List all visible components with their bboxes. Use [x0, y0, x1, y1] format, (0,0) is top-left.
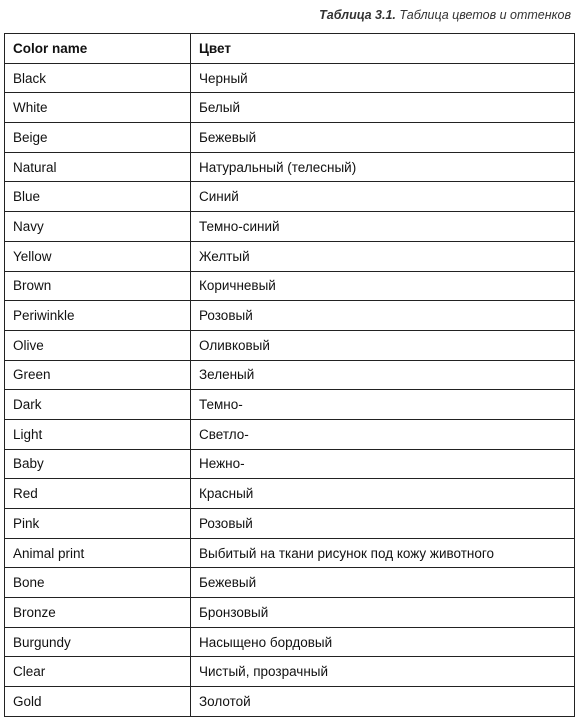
table-row — [5, 390, 575, 420]
cell-color-name: Beige — [5, 123, 191, 153]
table-row — [5, 449, 575, 479]
cell-color-name: Dark — [5, 390, 191, 420]
cell-cvet: Синий — [191, 182, 575, 212]
table-row — [5, 241, 575, 271]
cell-color-name: Navy — [5, 212, 191, 242]
table-row — [5, 657, 575, 687]
cell-color-name: Burgundy — [5, 627, 191, 657]
cell-cvet: Бронзовый — [191, 598, 575, 628]
cell-color-name: Periwinkle — [5, 301, 191, 331]
cell-cvet: Розовый — [191, 509, 575, 539]
cell-color-name: White — [5, 93, 191, 123]
cell-cvet: Натуральный (телесный) — [191, 152, 575, 182]
cell-color-name: Clear — [5, 657, 191, 687]
table-caption-title: Таблица цветов и оттенков — [399, 8, 571, 22]
table-body — [5, 63, 575, 716]
header-row — [5, 34, 575, 64]
cell-cvet: Желтый — [191, 241, 575, 271]
table-row — [5, 182, 575, 212]
header-color-name: Color name — [5, 34, 191, 64]
cell-color-name: Olive — [5, 330, 191, 360]
cell-color-name: Animal print — [5, 538, 191, 568]
cell-color-name: Light — [5, 419, 191, 449]
cell-color-name: Bronze — [5, 598, 191, 628]
cell-cvet: Светло- — [191, 419, 575, 449]
cell-color-name: Blue — [5, 182, 191, 212]
cell-cvet: Насыщено бордовый — [191, 627, 575, 657]
table-row — [5, 271, 575, 301]
cell-cvet: Чистый, прозрачный — [191, 657, 575, 687]
cell-cvet: Бежевый — [191, 568, 575, 598]
cell-cvet: Оливковый — [191, 330, 575, 360]
cell-cvet: Черный — [191, 63, 575, 93]
cell-cvet: Нежно- — [191, 449, 575, 479]
table-row — [5, 419, 575, 449]
cell-color-name: Red — [5, 479, 191, 509]
table-row — [5, 687, 575, 717]
table-row — [5, 63, 575, 93]
cell-color-name: Green — [5, 360, 191, 390]
cell-cvet: Розовый — [191, 301, 575, 331]
cell-cvet: Темно-синий — [191, 212, 575, 242]
table-row — [5, 538, 575, 568]
cell-cvet: Бежевый — [191, 123, 575, 153]
table-row — [5, 568, 575, 598]
table-row — [5, 123, 575, 153]
table-header — [5, 34, 575, 64]
table-row — [5, 301, 575, 331]
table-row — [5, 479, 575, 509]
cell-cvet: Красный — [191, 479, 575, 509]
cell-cvet: Темно- — [191, 390, 575, 420]
cell-color-name: Natural — [5, 152, 191, 182]
cell-cvet: Белый — [191, 93, 575, 123]
cell-color-name: Yellow — [5, 241, 191, 271]
cell-color-name: Bone — [5, 568, 191, 598]
table-row — [5, 152, 575, 182]
cell-cvet: Выбитый на ткани рисунок под кожу животного — [191, 538, 575, 568]
cell-color-name: Black — [5, 63, 191, 93]
table-row — [5, 212, 575, 242]
table-row — [5, 330, 575, 360]
table-row — [5, 598, 575, 628]
cell-color-name: Gold — [5, 687, 191, 717]
header-cvet: Цвет — [191, 34, 575, 64]
table-row — [5, 93, 575, 123]
cell-color-name: Pink — [5, 509, 191, 539]
color-table — [4, 33, 575, 717]
cell-cvet: Зеленый — [191, 360, 575, 390]
cell-color-name: Baby — [5, 449, 191, 479]
table-row — [5, 627, 575, 657]
table-row — [5, 509, 575, 539]
cell-cvet: Золотой — [191, 687, 575, 717]
table-row — [5, 360, 575, 390]
cell-color-name: Brown — [5, 271, 191, 301]
table-caption — [319, 8, 571, 22]
table-caption-number: Таблица 3.1. — [319, 8, 396, 22]
cell-cvet: Коричневый — [191, 271, 575, 301]
